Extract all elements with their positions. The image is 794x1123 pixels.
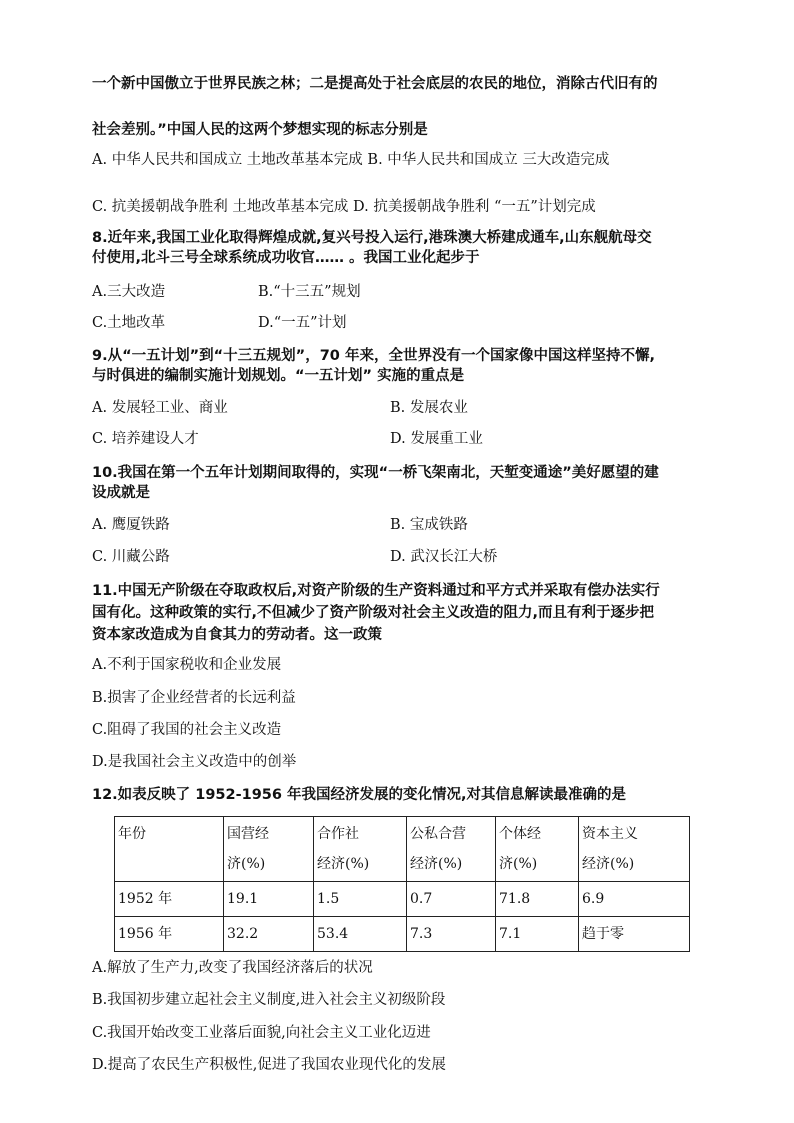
table-cell: 1956 年 <box>115 917 224 952</box>
header-cell-year: 年份 <box>115 817 224 882</box>
q12-option-a[interactable]: A.解放了生产力,改变了我国经济落后的状况 <box>92 960 373 976</box>
q8-stem-2: 付使用,北斗三号全球系统成功收官…… 。我国工业化起步于 <box>92 250 480 266</box>
q10-stem-1: 10.我国在第一个五年计划期间取得的，实现“一桥飞架南北，天堑变通途”美好愿望的建 <box>92 465 659 481</box>
table-cell: 趋于零 <box>579 917 690 952</box>
table-cell: 53.4 <box>314 917 407 952</box>
header-cell-joint: 公私合营 经济(%) <box>407 817 496 882</box>
table-cell: 1.5 <box>314 882 407 917</box>
table-cell: 7.1 <box>496 917 579 952</box>
q9-stem-2: 与时俱进的编制实施计划规划。“一五计划” 实施的重点是 <box>92 368 465 384</box>
q8-option-c[interactable]: C.土地改革 <box>92 315 166 331</box>
table-header-row <box>115 817 690 882</box>
economy-table <box>114 816 690 952</box>
q7-option-c[interactable]: C. 抗美援朝战争胜利 土地改革基本完成 <box>92 199 349 215</box>
q10-option-d[interactable]: D. 武汉长江大桥 <box>390 549 498 565</box>
table-cell: 1952 年 <box>115 882 224 917</box>
q12-option-c[interactable]: C.我国开始改变工业落后面貌,向社会主义工业化迈进 <box>92 1025 431 1041</box>
q9-option-c[interactable]: C. 培养建设人才 <box>92 431 199 447</box>
q11-stem-2: 国有化。这种政策的实行,不但减少了资产阶级对社会主义改造的阻力,而且有利于逐步把 <box>92 605 655 621</box>
q9-option-d[interactable]: D. 发展重工业 <box>390 431 483 447</box>
q11-option-b[interactable]: B.损害了企业经营者的长远利益 <box>92 690 296 706</box>
table-cell: 6.9 <box>579 882 690 917</box>
table-cell: 0.7 <box>407 882 496 917</box>
q10-option-a[interactable]: A. 鹰厦铁路 <box>92 517 170 533</box>
q11-option-c[interactable]: C.阻碍了我国的社会主义改造 <box>92 722 282 738</box>
header-cell-capitalist: 资本主义 经济(%) <box>579 817 690 882</box>
q10-option-c[interactable]: C. 川藏公路 <box>92 549 170 565</box>
q7-stem-cont-2: 社会差别。”中国人民的这两个梦想实现的标志分别是 <box>92 122 428 138</box>
table-cell: 7.3 <box>407 917 496 952</box>
q7-options-ab <box>92 150 609 170</box>
q7-options-cd <box>92 197 596 217</box>
q10-stem-2: 设成就是 <box>92 485 150 501</box>
q11-option-d[interactable]: D.是我国社会主义改造中的创举 <box>92 754 297 770</box>
q12-stem: 12.如表反映了 1952-1956 年我国经济发展的变化情况,对其信息解读最准确的是 <box>92 787 627 803</box>
header-cell-coop: 合作社 经济(%) <box>314 817 407 882</box>
q8-stem-1: 8.近年来,我国工业化取得辉煌成就,复兴号投入运行,港珠澳大桥建成通车,山东舰航母交 <box>92 230 652 246</box>
q12-option-b[interactable]: B.我国初步建立起社会主义制度,进入社会主义初级阶段 <box>92 992 446 1008</box>
table-row <box>115 882 690 917</box>
q11-option-a[interactable]: A.不利于国家税收和企业发展 <box>92 657 282 673</box>
q8-option-b[interactable]: B.“十三五”规划 <box>258 284 361 300</box>
q9-option-b[interactable]: B. 发展农业 <box>390 400 468 416</box>
table-row <box>115 917 690 952</box>
table-cell: 32.2 <box>224 917 314 952</box>
q7-option-d[interactable]: D. 抗美援朝战争胜利 “一五”计划完成 <box>353 199 596 215</box>
q9-stem-1: 9.从“一五计划”到“十三五规划”，70 年来，全世界没有一个国家像中国这样坚持不懈, <box>92 348 655 364</box>
header-cell-state: 国营经 济(%) <box>224 817 314 882</box>
q8-option-d[interactable]: D.“一五”计划 <box>258 315 347 331</box>
q7-stem-cont-1: 一个新中国傲立于世界民族之林；二是提高处于社会底层的农民的地位，消除古代旧有的 <box>92 76 658 92</box>
q11-stem-3: 资本家改造成为自食其力的劳动者。这一政策 <box>92 627 382 643</box>
q10-option-b[interactable]: B. 宝成铁路 <box>390 517 468 533</box>
q7-option-b[interactable]: B. 中华人民共和国成立 三大改造完成 <box>367 152 610 168</box>
table-cell: 19.1 <box>224 882 314 917</box>
q12-option-d[interactable]: D.提高了农民生产积极性,促进了我国农业现代化的发展 <box>92 1057 446 1073</box>
q8-option-a[interactable]: A.三大改造 <box>92 284 166 300</box>
table-cell: 71.8 <box>496 882 579 917</box>
q9-option-a[interactable]: A. 发展轻工业、商业 <box>92 400 228 416</box>
q7-option-a[interactable]: A. 中华人民共和国成立 土地改革基本完成 <box>92 152 363 168</box>
header-cell-individual: 个体经 济(%) <box>496 817 579 882</box>
q11-stem-1: 11.中国无产阶级在夺取政权后,对资产阶级的生产资料通过和平方式并采取有偿办法实行 <box>92 583 660 599</box>
